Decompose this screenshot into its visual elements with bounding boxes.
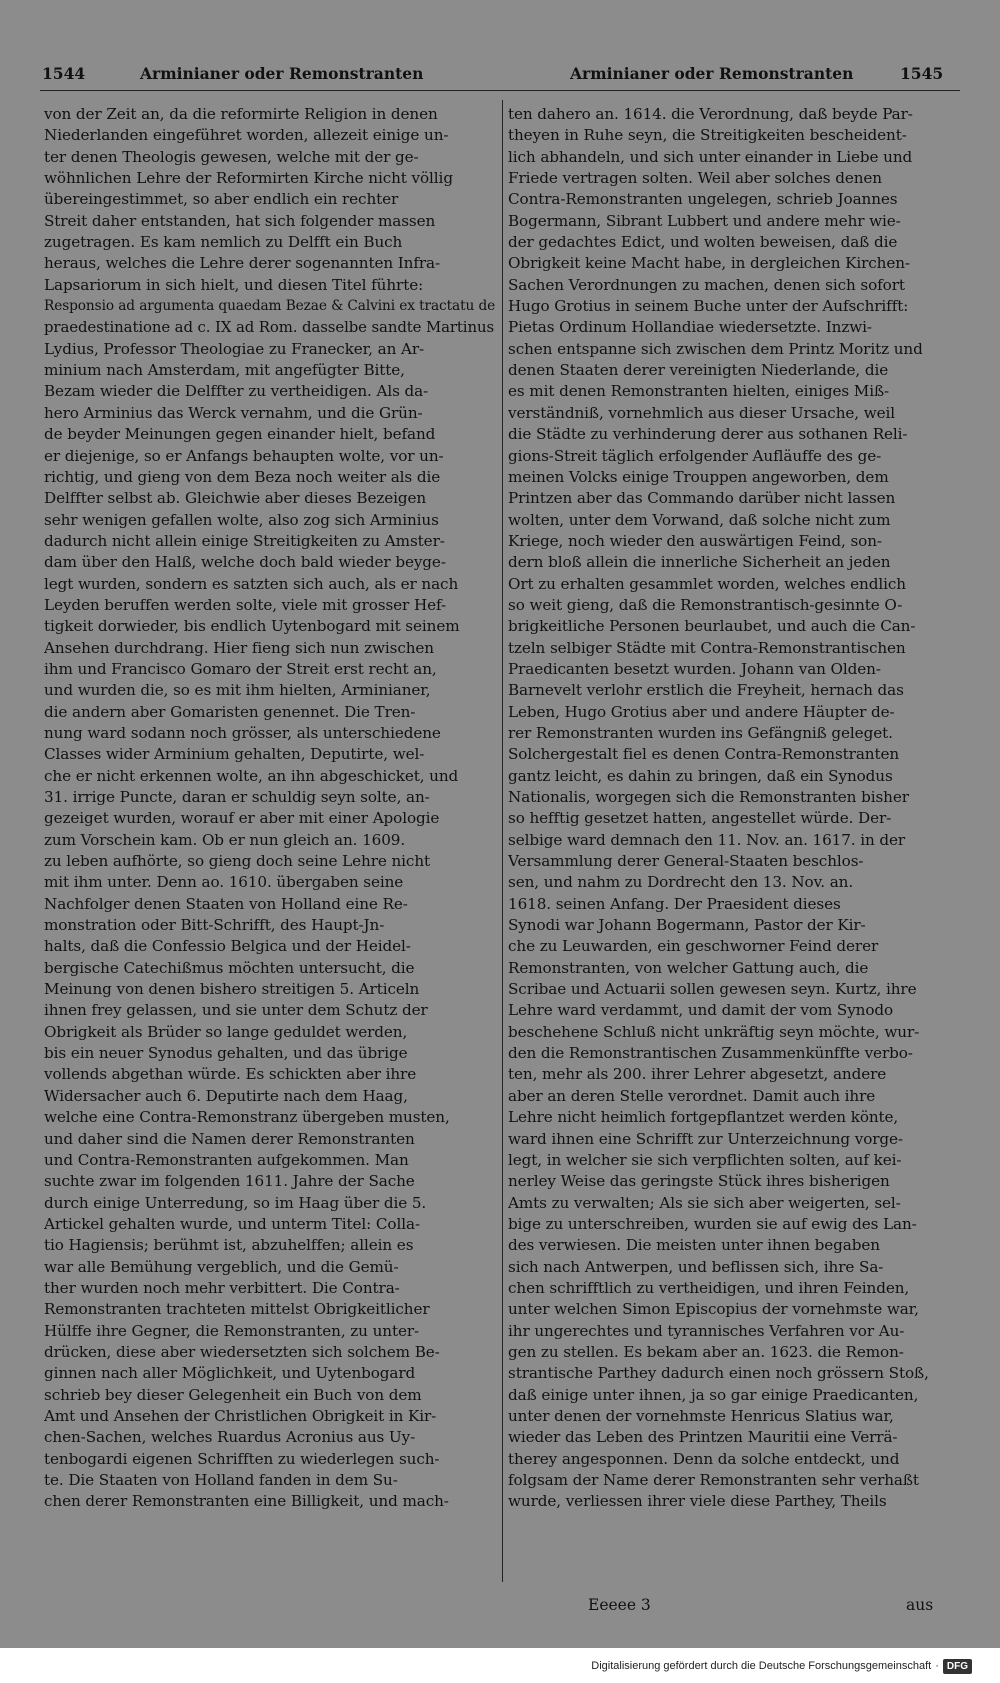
text-line: und daher sind die Namen derer Remonstranten — [44, 1129, 415, 1148]
text-line: bis ein neuer Synodus gehalten, und das übrige — [44, 1044, 408, 1063]
text-line: therey angesponnen. Denn da solche entdeckt, und — [508, 1449, 900, 1468]
text-line: Bogermann, Sibrant Lubbert und andere mehr wie- — [508, 211, 901, 230]
text-line: war alle Bemühung vergeblich, und die Gemü- — [44, 1257, 399, 1276]
left-page-number: 1544 — [42, 64, 86, 83]
text-line: denen Staaten derer vereinigten Niederlande, die — [508, 361, 889, 380]
text-line: ihm und Francisco Gomaro der Streit erst recht an, — [44, 659, 437, 678]
text-line: Hugo Grotius in seinem Buche unter der Aufschrifft: — [508, 297, 909, 316]
text-line: von der Zeit an, da die reformirte Religion in denen — [44, 105, 438, 123]
text-line: Leben, Hugo Grotius aber und andere Häupter de- — [508, 702, 895, 721]
text-line: Pietas Ordinum Hollandiae wiedersetzte. Inzwi- — [508, 318, 872, 337]
text-line: beschehene Schluß nicht unkräftig seyn möchte, wur- — [508, 1022, 920, 1041]
text-line: Amt und Ansehen der Christlichen Obrigkeit in Kir- — [44, 1406, 437, 1425]
text-line: rer Remonstranten wurden ins Gefängniß geleget. — [508, 723, 893, 742]
text-line: richtig, und gieng von dem Beza noch weiter als die — [44, 467, 441, 486]
text-line: Lehre nicht heimlich fortgepflantzet werden könte, — [508, 1108, 899, 1127]
text-line: Leyden beruffen werden solte, viele mit grosser Hef- — [44, 595, 446, 614]
text-line: Praedicanten besetzt wurden. Johann van Olden- — [508, 659, 881, 678]
text-line: und wurden die, so es mit ihm hielten, Arminianer, — [44, 681, 431, 700]
text-line: den die Remonstrantischen Zusammenkünffte verbo- — [508, 1044, 913, 1063]
text-line: vollends abgethan würde. Es schickten aber ihre — [44, 1065, 417, 1084]
text-line: minium nach Amsterdam, mit angefügter Bitte, — [44, 361, 405, 380]
text-line: gantz leicht, es dahin zu bringen, daß ein Synodus — [508, 766, 893, 785]
text-line: halts, daß die Confessio Belgica und der Heidel- — [44, 937, 411, 956]
text-line: Contra-Remonstranten ungelegen, schrieb Joannes — [508, 190, 898, 209]
text-line: Printzen aber das Commando darüber nicht lassen — [508, 489, 896, 508]
text-line: Amts zu verwalten; Als sie sich aber weigerten, sel- — [508, 1193, 901, 1212]
text-line: die Städte zu verhinderung derer aus sothanen Reli- — [508, 425, 908, 444]
text-line: strantische Parthey dadurch einen noch grössern Stoß, — [508, 1364, 929, 1383]
text-line: Remonstranten, von welcher Gattung auch, die — [508, 958, 869, 977]
text-line: brigkeitliche Personen beurlaubet, und auch die Can- — [508, 617, 916, 636]
text-line: ten dahero an. 1614. die Verordnung, daß beyde Par- — [508, 105, 913, 123]
text-line: sich nach Antwerpen, und beflissen sich, ihre Sa- — [508, 1257, 884, 1276]
text-line: durch einige Unterredung, so im Haag über die 5. — [44, 1193, 427, 1212]
text-line: monstration oder Bitt-Schrifft, des Haupt-Jn- — [44, 916, 385, 935]
text-line: ther wurden noch mehr verbittert. Die Contra- — [44, 1278, 400, 1297]
text-line: welche eine Contra-Remonstranz übergeben musten, — [44, 1108, 450, 1127]
text-line: so weit gieng, daß die Remonstrantisch-gesinnte O- — [508, 595, 903, 614]
text-line: und Contra-Remonstranten aufgekommen. Man — [44, 1150, 409, 1169]
text-line: wurde, verliessen ihrer viele diese Parthey, Theils — [508, 1492, 887, 1511]
catchword: aus — [906, 1596, 934, 1614]
text-line: tio Hagiensis; berühmt ist, abzuhelffen; allein es — [44, 1236, 414, 1255]
text-line: Delffter selbst ab. Gleichwie aber dieses Bezeigen — [44, 489, 427, 508]
text-line: Niederlanden eingeführet worden, allezeit einige un- — [44, 126, 449, 145]
text-line: Remonstranten trachteten mittelst Obrigkeitlicher — [44, 1300, 430, 1319]
text-line: aber an deren Stelle verordnet. Damit auch ihre — [508, 1086, 876, 1105]
text-line: che zu Leuwarden, ein geschworner Feind derer — [508, 937, 879, 956]
text-line: praedestinatione ad c. IX ad Rom. dasselbe sandte Martinus — [44, 318, 494, 337]
text-line: nung ward sodann noch grösser, als unterschiedene — [44, 723, 441, 742]
header-rule — [40, 90, 960, 91]
text-line: theyen in Ruhe seyn, die Streitigkeiten bescheident- — [508, 126, 907, 145]
text-line: tzeln selbiger Städte mit Contra-Remonstrantischen — [508, 638, 906, 657]
text-line: de beyder Meinungen gegen einander hielt, befand — [44, 425, 436, 444]
text-line: legt, in welcher sie sich verpflichten solten, auf kei- — [508, 1150, 902, 1169]
digitization-footer — [591, 1656, 972, 1676]
signature-mark: Eeeee 3 — [588, 1596, 651, 1614]
text-line: Sachen Verordnungen zu machen, denen sich sofort — [508, 275, 905, 294]
text-line: Hülffe ihre Gegner, die Remonstranten, zu unter- — [44, 1321, 420, 1340]
footer-credit: Digitalisierung gefördert durch die Deutsche Forschungsgemeinschaft — [591, 1660, 932, 1672]
text-line: chen-Sachen, welches Ruardus Acronius aus Uy- — [44, 1428, 416, 1447]
text-line: dern bloß allein die innerliche Sicherheit an jeden — [508, 553, 891, 572]
text-line: ten, mehr als 200. ihrer Lehrer abgesetzt, andere — [508, 1065, 887, 1084]
text-line: es mit denen Remonstranten hielten, einiges Miß- — [508, 382, 890, 401]
right-running-head: Arminianer oder Remonstranten — [570, 64, 854, 83]
text-line: des verwiesen. Die meisten unter ihnen begaben — [508, 1236, 880, 1255]
text-line: ginnen nach aller Möglichkeit, und Uytenbogard — [44, 1364, 416, 1383]
text-line: wieder das Leben des Printzen Mauritii eine Verrä- — [508, 1428, 898, 1447]
text-line: drücken, diese aber wiedersetzten sich solchem Be- — [44, 1342, 440, 1361]
text-line: meinen Volcks einige Trouppen angeworben, dem — [508, 467, 889, 486]
text-line: nerley Weise das geringste Stück ihres bisherigen — [508, 1172, 890, 1191]
text-line: Classes wider Arminium gehalten, Deputirte, wel- — [44, 745, 425, 764]
text-line: sen, und nahm zu Dordrecht den 13. Nov. an. — [508, 873, 854, 892]
text-line: 1618. seinen Anfang. Der Praesident dieses — [508, 894, 841, 913]
text-line: Lydius, Professor Theologiae zu Franecker, an Ar- — [44, 339, 425, 358]
text-line: dadurch nicht allein einige Streitigkeiten zu Amster- — [44, 531, 445, 550]
text-line: dam über den Halß, welche doch bald wieder beyge- — [44, 553, 446, 572]
text-line: die andern aber Gomaristen genennet. Die Tren- — [44, 702, 416, 721]
text-line: ihr ungerechtes und tyrannisches Verfahren vor Au- — [508, 1321, 905, 1340]
text-line: selbige ward demnach den 11. Nov. an. 1617. in der — [508, 830, 906, 849]
text-line: Solchergestalt fiel es denen Contra-Remonstranten — [508, 745, 900, 764]
text-line: Lapsariorum in sich hielt, und diesen Titel führte: — [44, 275, 424, 294]
text-line: bige zu unterschreiben, wurden sie auf ewig des Lan- — [508, 1214, 917, 1233]
text-line: Meinung von denen bishero streitigen 5. Articeln — [44, 980, 420, 999]
text-line: unter welchen Simon Episcopius der vornehmste war, — [508, 1300, 919, 1319]
text-line: Streit daher entstanden, hat sich folgender massen — [44, 211, 436, 230]
text-line: ter denen Theologis gewesen, welche mit der ge- — [44, 147, 419, 166]
column-divider — [502, 100, 503, 1582]
text-line: te. Die Staaten von Holland fanden in dem Su- — [44, 1471, 398, 1489]
text-line: schrieb bey dieser Gelegenheit ein Buch von dem — [44, 1385, 422, 1404]
text-line: 31. irrige Puncte, daran er schuldig seyn solte, an- — [44, 788, 430, 806]
text-line: der gedachtes Edict, und wolten beweisen, daß die — [508, 233, 898, 252]
text-line: Synodi war Johann Bogermann, Pastor der Kir- — [508, 916, 866, 935]
text-line: unter denen der vornehmste Henricus Slatius war, — [508, 1406, 894, 1425]
text-line: gezeiget wurden, worauf er aber mit einer Apologie — [44, 809, 440, 828]
text-line: zum Vorschein kam. Ob er nun gleich an. 1609. — [44, 830, 406, 849]
text-line: wöhnlichen Lehre der Reformirten Kirche nicht völlig — [44, 169, 453, 188]
right-text-column — [508, 104, 964, 1592]
text-line: Ort zu erhalten gesammlet worden, welches endlich — [508, 574, 906, 593]
text-line: Obrigkeit als Brüder so lange geduldet werden, — [44, 1022, 408, 1041]
text-line: mit ihm unter. Denn ao. 1610. übergaben seine — [44, 873, 404, 892]
text-line: suchte zwar im folgenden 1611. Jahre der Sache — [44, 1172, 415, 1191]
dfg-logo: DFG — [943, 1659, 972, 1674]
text-line: bergische Catechißmus möchten untersucht, die — [44, 958, 415, 977]
text-line: Artickel gehalten wurde, und unterm Titel: Colla- — [44, 1214, 420, 1233]
text-line: so hefftig gesetzet hatten, angestellet würde. Der- — [508, 809, 892, 828]
left-text-column — [44, 104, 500, 1592]
text-line: übereingestimmet, so aber endlich ein rechter — [44, 190, 399, 209]
text-line: lich abhandeln, und sich unter einander in Liebe und — [508, 147, 913, 166]
text-line: ihnen frey gelassen, und sie unter dem Schutz der — [44, 1001, 428, 1020]
text-line: verständniß, vornehmlich aus dieser Ursache, weil — [508, 403, 896, 422]
text-line: zu leben aufhörte, so gieng doch seine Lehre nicht — [44, 852, 431, 871]
text-line: legt wurden, sondern es satzten sich auch, als er nach — [44, 574, 459, 593]
text-line: Widersacher auch 6. Deputirte nach dem Haag, — [44, 1086, 408, 1105]
text-line: gen zu stellen. Es bekam aber an. 1623. die Remon- — [508, 1342, 904, 1361]
text-line: Friede vertragen solten. Weil aber solches denen — [508, 169, 882, 188]
text-line: chen schrifftlich zu vertheidigen, und ihren Feinden, — [508, 1278, 910, 1297]
right-page-number: 1545 — [900, 64, 944, 83]
text-line: che er nicht erkennen wolte, an ihn abgeschicket, und — [44, 766, 459, 785]
text-line: hero Arminius das Werck vernahm, und die Grün- — [44, 403, 423, 422]
text-line: tenbogardi eigenen Schrifften zu wiederlegen such- — [44, 1449, 440, 1468]
text-line: ward ihnen eine Schrifft zur Unterzeichnung vorge- — [508, 1129, 903, 1148]
text-line: schen entspanne sich zwischen dem Printz Moritz und — [508, 339, 923, 358]
text-line: Kriege, noch wieder den auswärtigen Feind, son- — [508, 531, 882, 550]
text-line: chen derer Remonstranten eine Billigkeit, und mach- — [44, 1492, 449, 1511]
footer-separator: · — [935, 1660, 939, 1672]
text-line: daß einige unter ihnen, ja so gar einige Praedicanten, — [508, 1385, 919, 1404]
text-line: folgsam der Name derer Remonstranten sehr verhaßt — [508, 1471, 919, 1489]
text-line: Bezam wieder die Delffter zu vertheidigen. Als da- — [44, 382, 429, 401]
text-line: Barnevelt verlohr erstlich die Freyheit, hernach das — [508, 681, 904, 700]
text-line: zugetragen. Es kam nemlich zu Delfft ein Buch — [44, 233, 403, 252]
text-line: Ansehen durchdrang. Hier fieng sich nun zwischen — [44, 638, 434, 657]
text-line: heraus, welches die Lehre derer sogenannten Infra- — [44, 254, 441, 273]
text-line: Responsio ad argumenta quaedam Bezae & Calvini ex tractatu de — [44, 298, 496, 315]
text-line: tigkeit dorwieder, bis endlich Uytenbogard mit seinem — [44, 617, 460, 636]
text-line: Lehre ward verdammt, und damit der vom Synodo — [508, 1001, 894, 1020]
text-line: wolten, unter dem Vorwand, daß solche nicht zum — [508, 510, 891, 529]
text-line: sehr wenigen gefallen wolte, also zog sich Arminius — [44, 510, 439, 529]
text-line: Nachfolger denen Staaten von Holland eine Re- — [44, 894, 408, 913]
text-line: Versammlung derer General-Staaten beschlos- — [508, 852, 864, 871]
left-running-head: Arminianer oder Remonstranten — [140, 64, 424, 83]
text-line: Nationalis, worgegen sich die Remonstranten bisher — [508, 788, 909, 806]
text-line: Obrigkeit keine Macht habe, in dergleichen Kirchen- — [508, 254, 910, 273]
text-line: gions-Streit täglich erfolgender Aufläuffe des ge- — [508, 446, 882, 465]
text-line: er diejenige, so er Anfangs behaupten wolte, vor un- — [44, 446, 444, 465]
text-line: Scribae und Actuarii sollen gewesen seyn. Kurtz, ihre — [508, 980, 917, 999]
